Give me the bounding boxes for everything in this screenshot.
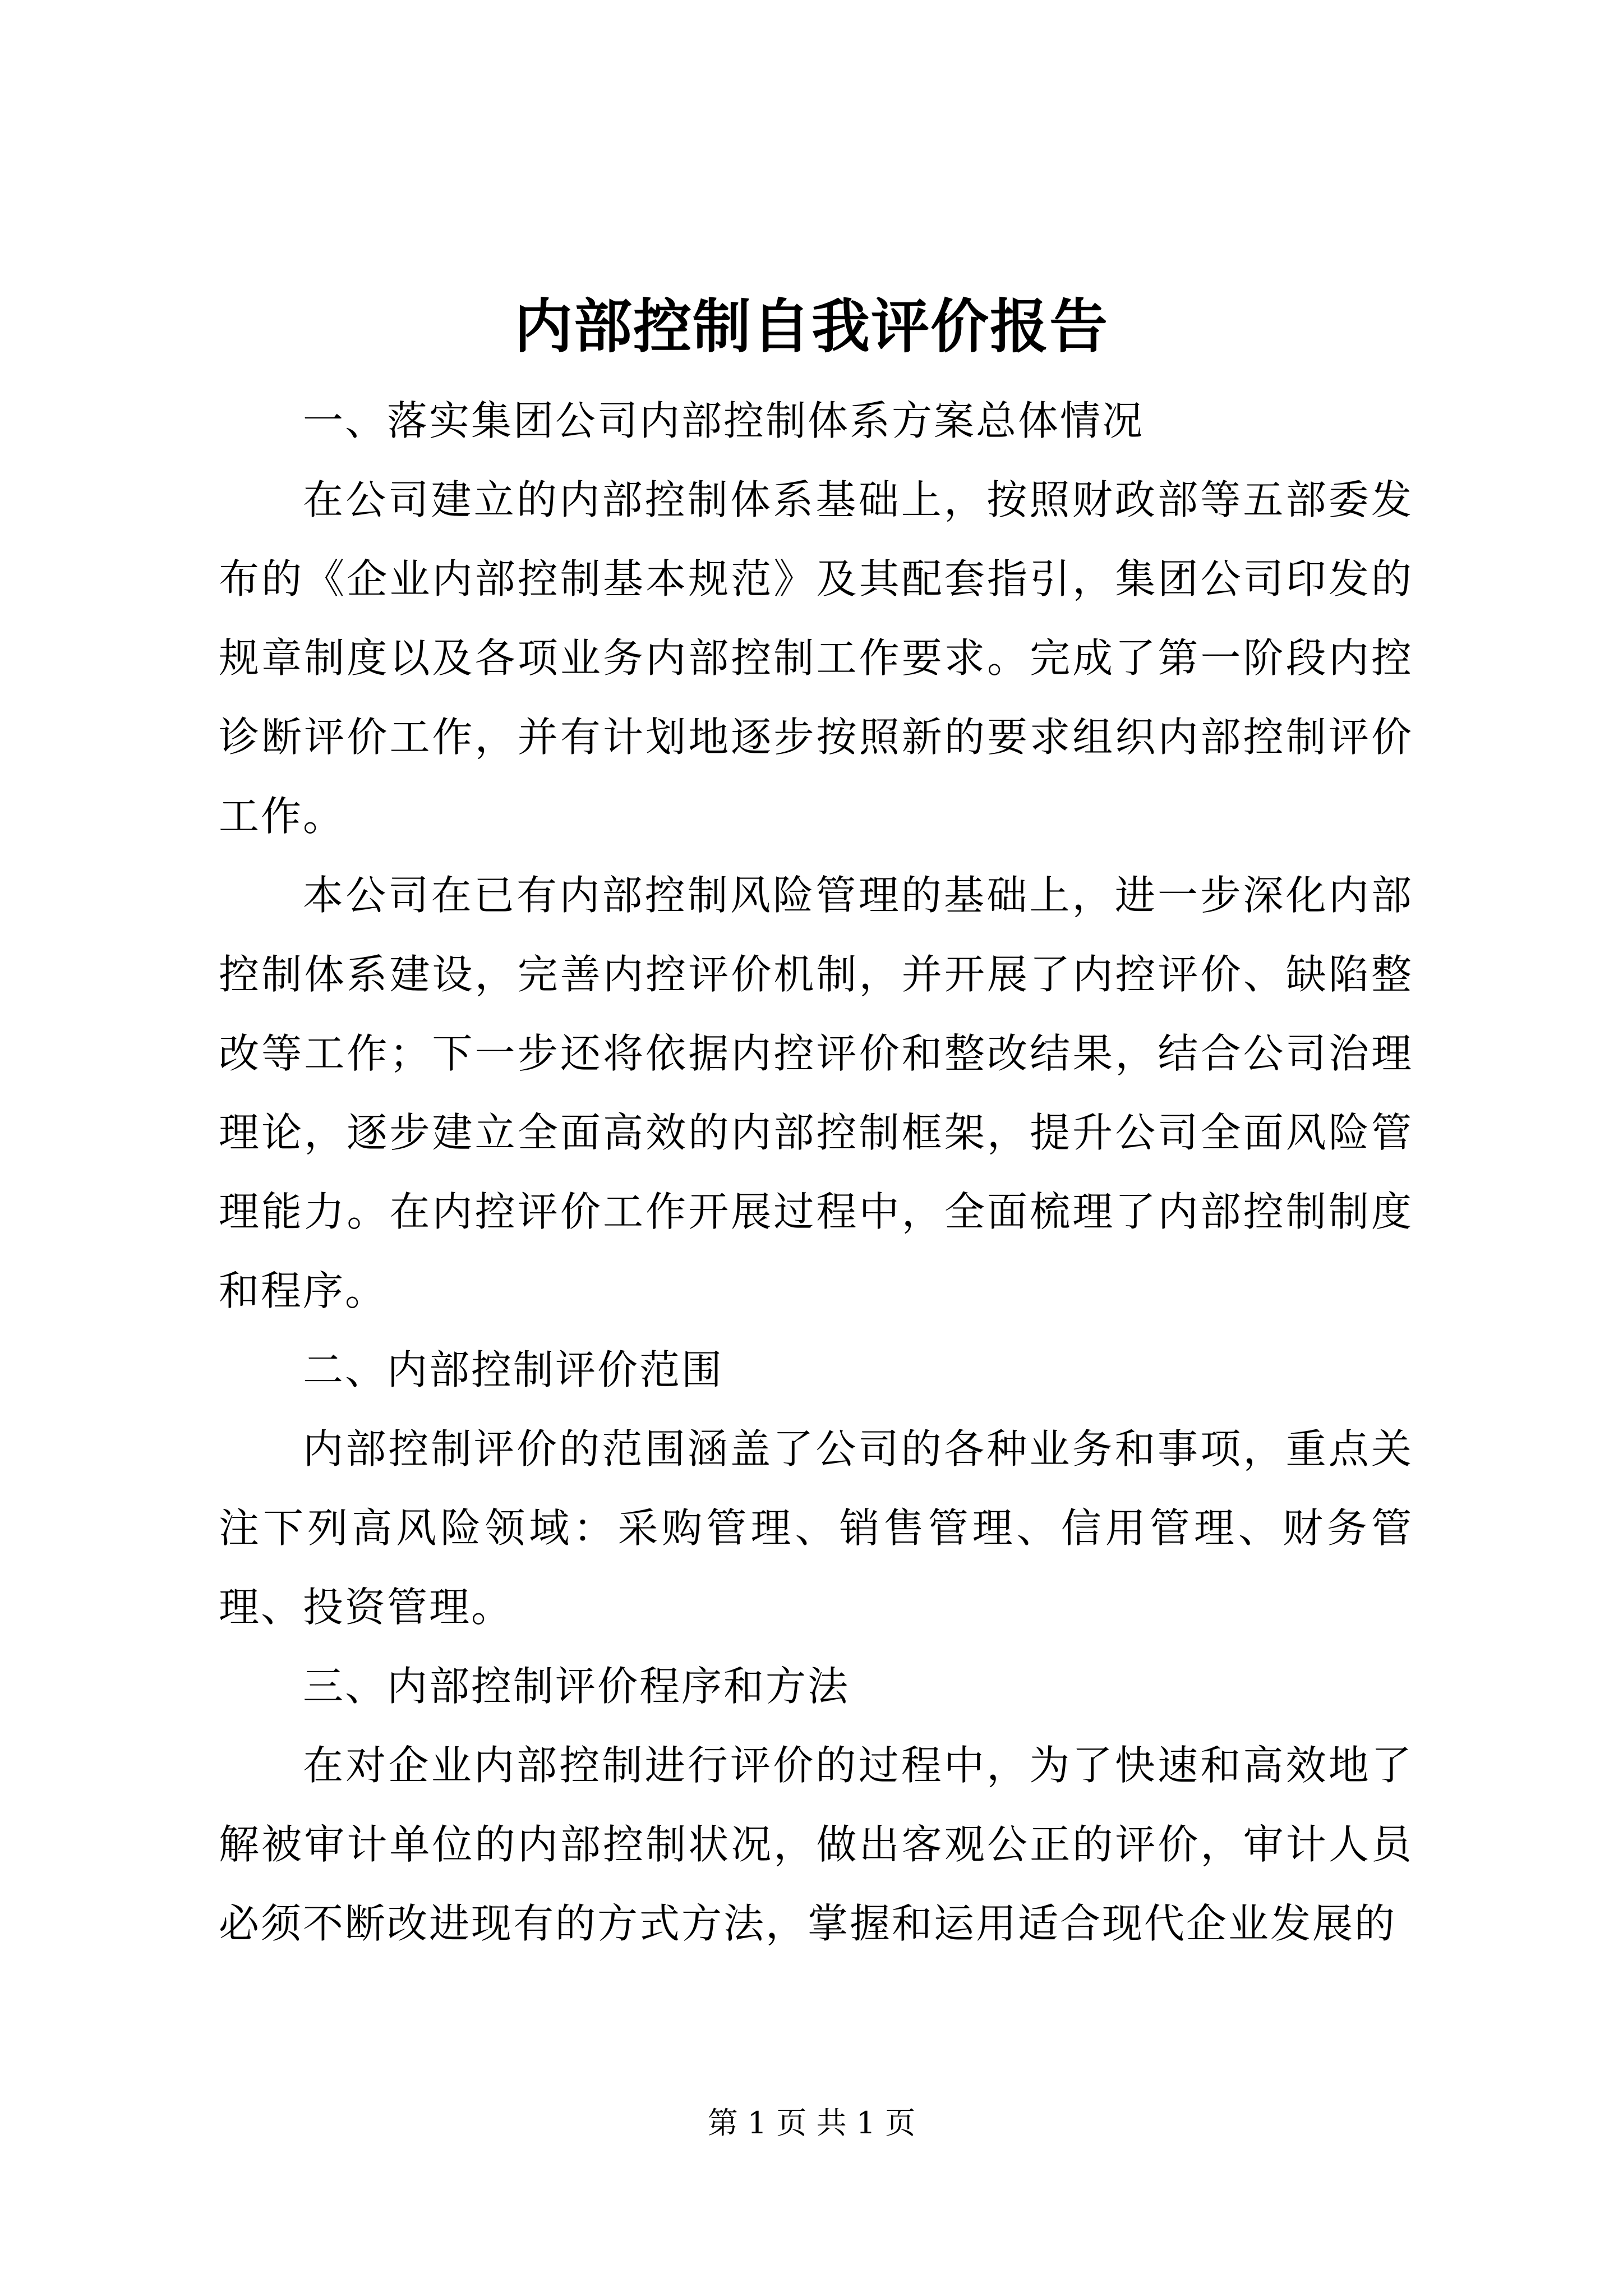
paragraph-1: 在公司建立的内部控制体系基础上，按照财政部等五部委发布的《企业内部控制基本规范》及其配套指引，集团公司印发的规章制度以及各项业务内部控制工作要求。完成了第一阶段内控诊断评价工作，并有计划地逐步按照新的要求组织内部控制评价工作。 [219, 476, 1413, 840]
paragraph-2: 本公司在已有内部控制风险管理的基础上，进一步深化内部控制体系建设，完善内控评价机制，并开展了内控评价、缺陷整改等工作；下一步还将依据内控评价和整改结果，结合公司治理理论，逐步建立全面高效的内部控制框架，提升公司全面风险管理能力。在内控评价工作开展过程中，全面梳理了内部控制制度和程序。 [219, 872, 1413, 1314]
section-heading-1: 一、落实集团公司内部控制体系方案总体情况 [303, 397, 1145, 444]
section-heading-3: 三、内部控制评价程序和方法 [303, 1663, 850, 1710]
document-body [219, 381, 1413, 1963]
document-title: 内部控制自我评价报告 [514, 292, 1109, 361]
paragraph-3: 内部控制评价的范围涵盖了公司的各种业务和事项，重点关注下列高风险领域：采购管理、销售管理、信用管理、财务管理、投资管理。 [219, 1425, 1413, 1631]
page-footer: 第 1 页 共 1 页 [707, 2105, 916, 2141]
section-heading-2: 二、内部控制评价范围 [303, 1346, 724, 1393]
paragraph-4: 在对企业内部控制进行评价的过程中，为了快速和高效地了解被审计单位的内部控制状况，做出客观公正的评价，审计人员必须不断改进现有的方式方法，掌握和运用适合现代企业发展的 [219, 1742, 1413, 1947]
